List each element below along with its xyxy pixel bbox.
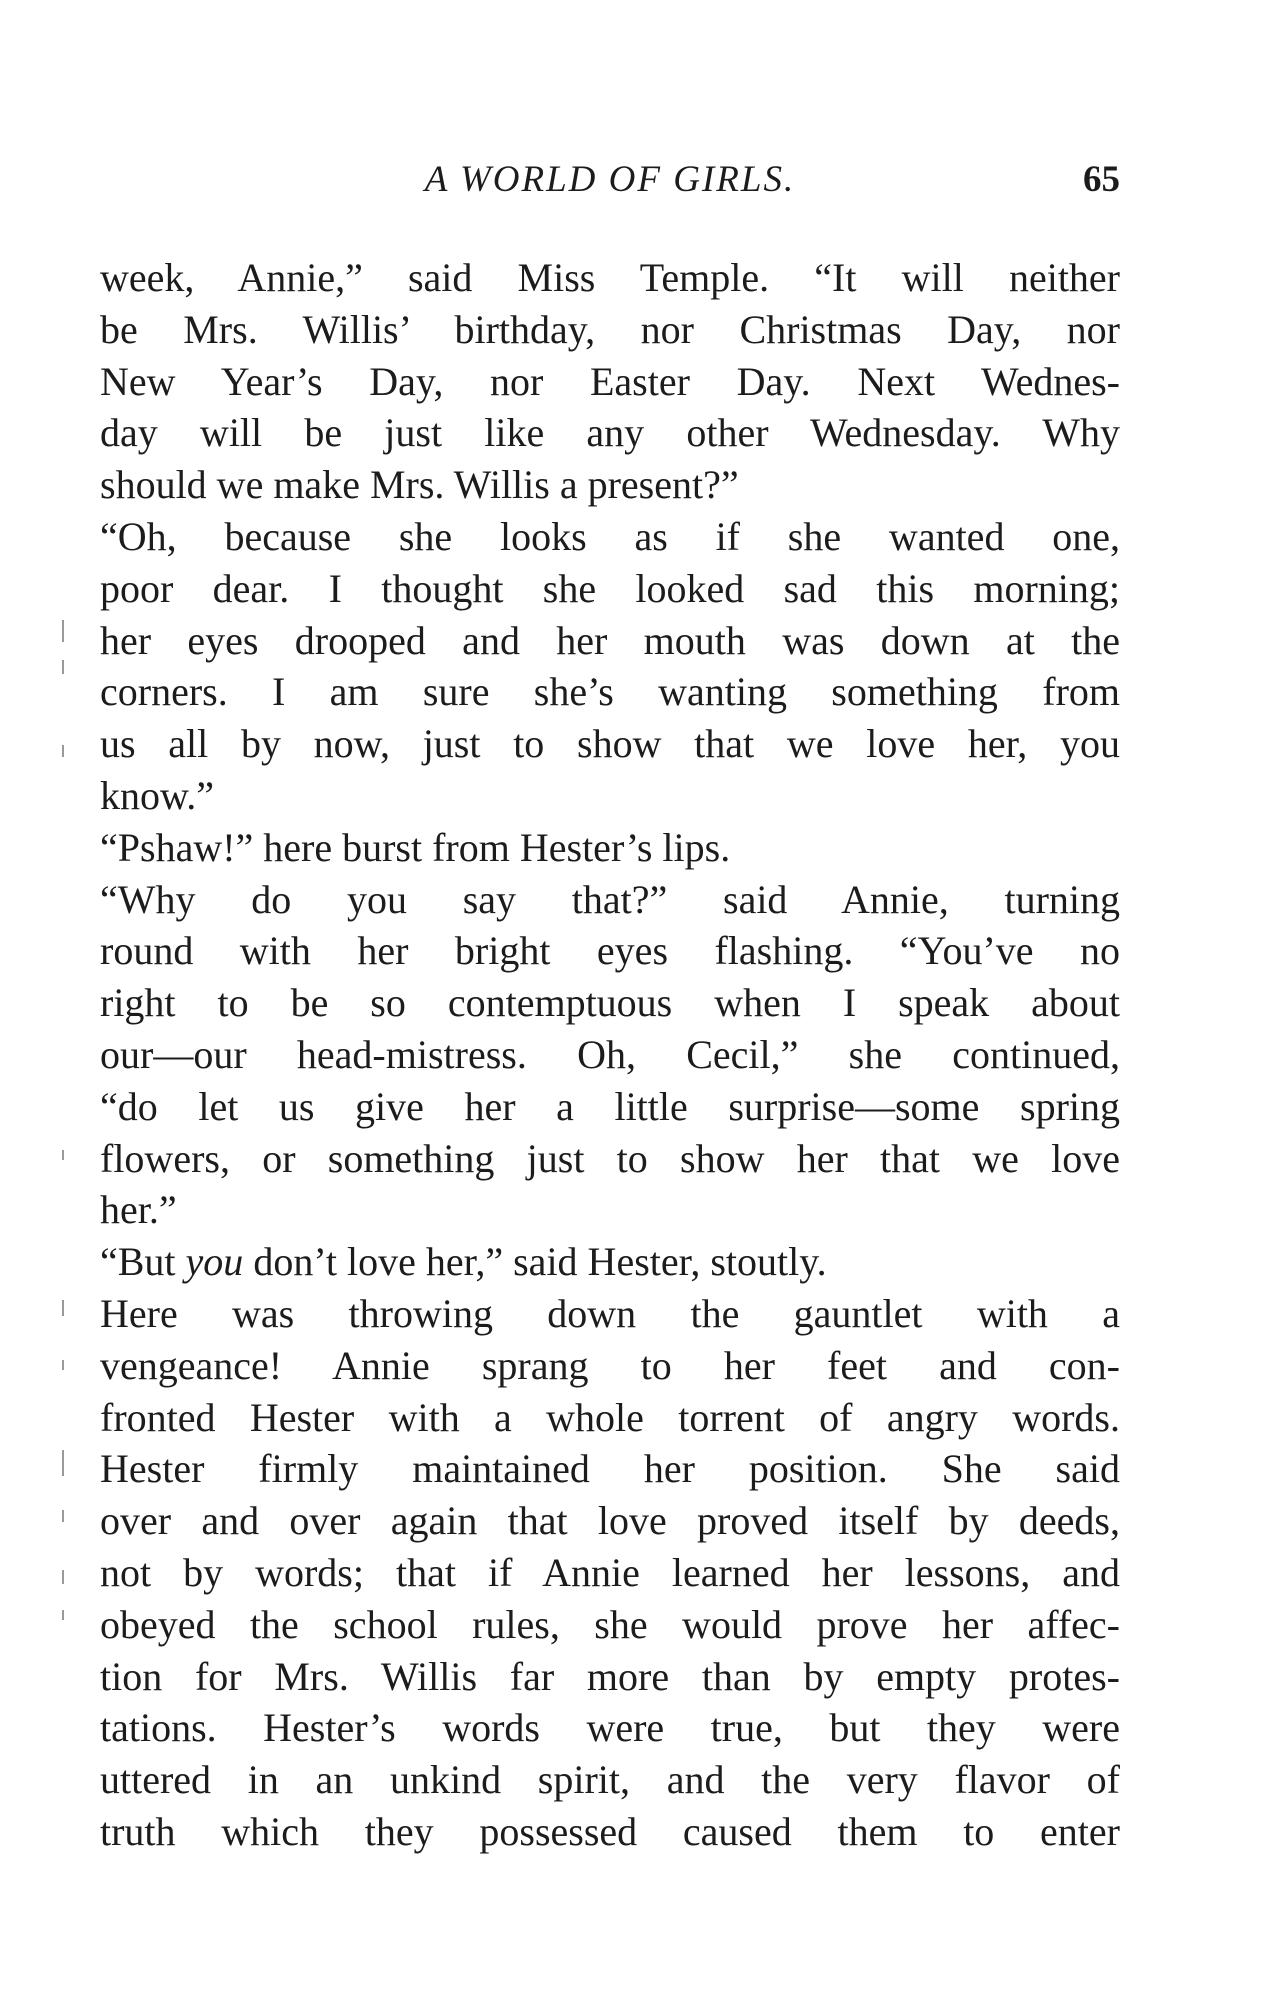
text-line: truth which they possessed caused them to enter — [100, 1808, 1120, 1854]
scan-speck — [62, 1610, 64, 1620]
scan-speck — [62, 745, 64, 757]
text-line: “But you don’t love her,” said Hester, stoutly. — [100, 1239, 827, 1285]
running-head — [100, 158, 1120, 208]
text-line: vengeance! Annie sprang to her feet and con- — [100, 1342, 1120, 1388]
text-line: our—our head-mistress. Oh, Cecil,” she continued, — [100, 1031, 1120, 1077]
text-line: poor dear. I thought she looked sad this morning; — [100, 565, 1120, 611]
scan-speck — [62, 620, 64, 642]
body-text — [100, 252, 1120, 1858]
text-line: know.” — [100, 772, 215, 818]
scan-speck — [62, 660, 64, 674]
running-title: A WORLD OF GIRLS. — [424, 159, 796, 200]
text-line: “Pshaw!” here burst from Hester’s lips. — [100, 824, 731, 870]
text-line: should we make Mrs. Willis a present?” — [100, 462, 739, 508]
text-line: “do let us give her a little surprise—some spring — [100, 1083, 1120, 1129]
text-line: New Year’s Day, nor Easter Day. Next Wednes- — [100, 358, 1120, 404]
scan-speck — [62, 1510, 64, 1522]
text-line: over and over again that love proved itself by deeds, — [100, 1498, 1120, 1544]
text-line: not by words; that if Annie learned her lessons, and — [100, 1549, 1120, 1595]
scan-speck — [62, 1360, 64, 1370]
text-line: tations. Hester’s words were true, but they were — [100, 1705, 1120, 1751]
text-line: uttered in an unkind spirit, and the very flavor of — [100, 1757, 1120, 1803]
text-line: her.” — [100, 1187, 177, 1233]
text-line: corners. I am sure she’s wanting something from — [100, 669, 1120, 715]
text-line: tion for Mrs. Willis far more than by empty protes- — [100, 1653, 1120, 1699]
text-line: fronted Hester with a whole torrent of angry words. — [100, 1394, 1120, 1440]
text-line: round with her bright eyes flashing. “You’ve no — [100, 928, 1120, 974]
scan-speck — [62, 1450, 64, 1476]
page-number: 65 — [1083, 159, 1120, 200]
text-line: us all by now, just to show that we love her, you — [100, 721, 1120, 767]
text-line: “Why do you say that?” said Annie, turning — [100, 876, 1120, 922]
text-line: flowers, or something just to show her that we love — [100, 1135, 1120, 1181]
text-line: Here was throwing down the gauntlet with a — [100, 1290, 1120, 1336]
text-line: her eyes drooped and her mouth was down at the — [100, 617, 1120, 663]
text-line: be Mrs. Willis’ birthday, nor Christmas Day, nor — [100, 306, 1120, 352]
emphasis: you — [185, 1239, 244, 1285]
text-line: Hester firmly maintained her position. She said — [100, 1446, 1120, 1492]
text-line: day will be just like any other Wednesday. Why — [100, 410, 1120, 456]
scan-speck — [62, 1150, 64, 1160]
text-line: obeyed the school rules, she would prove her affec- — [100, 1601, 1120, 1647]
text-line: right to be so contemptuous when I speak about — [100, 980, 1120, 1026]
scan-speck — [62, 1300, 64, 1316]
text-line: “Oh, because she looks as if she wanted one, — [100, 513, 1120, 559]
text-line: week, Annie,” said Miss Temple. “It will neither — [100, 255, 1120, 300]
scan-speck — [62, 1570, 64, 1584]
